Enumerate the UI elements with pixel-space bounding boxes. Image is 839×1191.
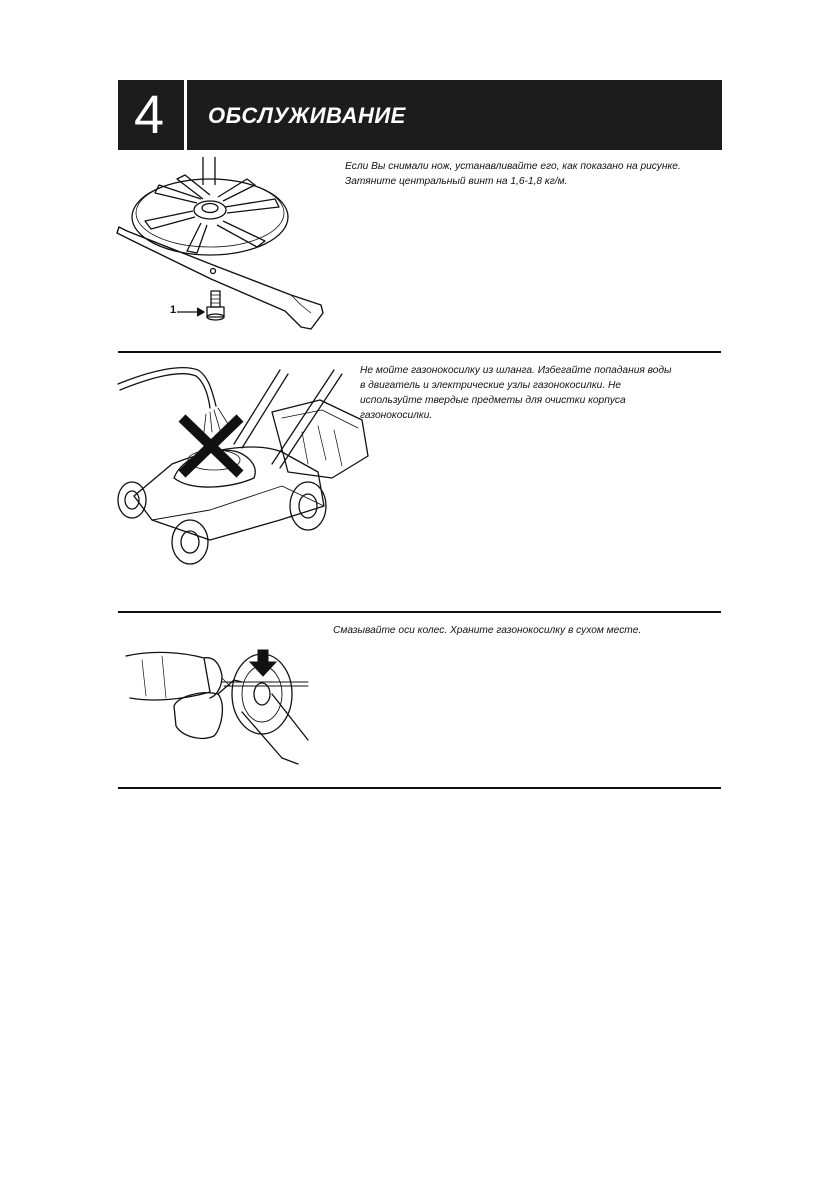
no-hose-washing-illustration — [112, 360, 372, 570]
text-line: в двигатель и электрические узлы газонокосилки. Не — [360, 380, 622, 391]
text-line: Если Вы снимали нож, устанавливайте его, как показано на рисунке. — [345, 161, 681, 172]
text-line: Смазывайте оси колес. Храните газонокосилку в сухом месте. — [333, 625, 642, 636]
section-divider — [118, 787, 721, 789]
blade-installation-illustration — [115, 155, 345, 345]
section-number: 4 — [133, 85, 165, 145]
lubricate-axle-illustration — [122, 640, 312, 765]
text-line: газонокосилки. — [360, 410, 433, 421]
header-divider — [184, 80, 187, 150]
section-divider — [118, 351, 721, 353]
section-title: ОБСЛУЖИВАНИЕ — [208, 103, 406, 128]
section-3-text — [333, 623, 641, 638]
section-divider — [118, 611, 721, 613]
text-line: Не мойте газонокосилку из шланга. Избегайте попадания воды — [360, 365, 672, 376]
section-2-text — [360, 363, 672, 423]
section-header — [118, 80, 722, 150]
callout-label: 1 — [170, 304, 177, 316]
section-1-text — [345, 159, 681, 189]
text-line: используйте твердые предметы для очистки корпуса — [360, 395, 626, 406]
text-line: Затяните центральный винт на 1,6-1,8 кг/м. — [345, 176, 568, 187]
